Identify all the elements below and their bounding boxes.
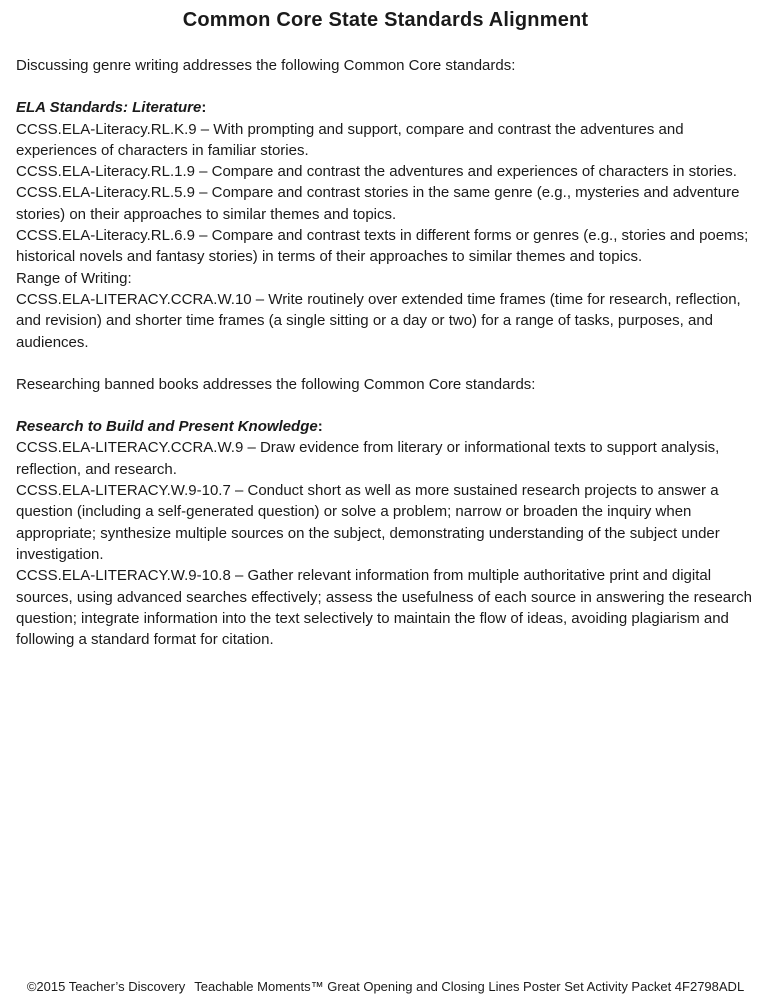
section-heading-colon: : — [201, 99, 207, 117]
footer-packet-label: Teachable Moments™ Great Opening and Closing Lines Poster Set Activity Packet 4F2798ADL — [194, 979, 745, 994]
standard-item: CCSS.ELA-Literacy.RL.K.9 – With prompting and support, compare and contrast the adventures and experiences of characters in familiar stories. — [16, 120, 684, 159]
section-intro: Discussing genre writing addresses the following Common Core standards: — [16, 57, 516, 74]
standard-item: CCSS.ELA-LITERACY.CCRA.W.10 – Write routinely over extended time frames (time for research, reflection, and revision) and shorter time frames (a single sitting or a day or two) for a range of tasks, purposes, and audiences. — [16, 290, 741, 351]
page-footer — [0, 979, 771, 995]
section-heading-text: Research to Build and Present Knowledge — [16, 418, 318, 436]
section-heading-text: ELA Standards: Literature — [16, 99, 202, 117]
standard-item: CCSS.ELA-Literacy.RL.1.9 – Compare and contrast the adventures and experiences of characters in stories. — [16, 163, 737, 181]
standard-item: CCSS.ELA-LITERACY.W.9-10.8 – Gather relevant information from multiple authoritative print and digital sources, using advanced searches effectively; assess the usefulness of each source in answering the research question; integrate information into the text selectively to maintain the flow of ideas, avoiding plagiarism and following a standard format for citation. — [16, 567, 752, 649]
standard-item: CCSS.ELA-Literacy.RL.6.9 – Compare and contrast texts in different forms or genres (e.g., stories and poems; historical novels and fantasy stories) in terms of their approaches to similar themes and topics. — [16, 227, 749, 266]
standard-item: CCSS.ELA-LITERACY.CCRA.W.9 – Draw evidence from literary or informational texts to support analysis, reflection, and research. — [16, 439, 720, 478]
page-title: Common Core State Standards Alignment — [182, 9, 589, 31]
section-heading — [16, 97, 755, 118]
standard-item: CCSS.ELA-Literacy.RL.5.9 – Compare and contrast stories in the same genre (e.g., mysteries and adventure stories) on their approaches to similar themes and topics. — [16, 184, 740, 223]
standard-subheading: Range of Writing: — [16, 269, 132, 287]
section-heading-colon: : — [317, 418, 323, 436]
section-divider-space — [16, 353, 755, 374]
section-intro: Researching banned books addresses the following Common Core standards: — [16, 375, 536, 393]
section-heading — [16, 416, 755, 437]
footer-copyright: ©2015 Teacher’s Discovery — [26, 979, 186, 994]
standard-item: CCSS.ELA-LITERACY.W.9-10.7 – Conduct short as well as more sustained research projects to answer a question (including a self-generated question) or solve a problem; narrow or broaden the inquiry when appropriate; synthesize multiple sources on the subject, demonstrating understanding of the subject under investigation. — [16, 482, 720, 563]
